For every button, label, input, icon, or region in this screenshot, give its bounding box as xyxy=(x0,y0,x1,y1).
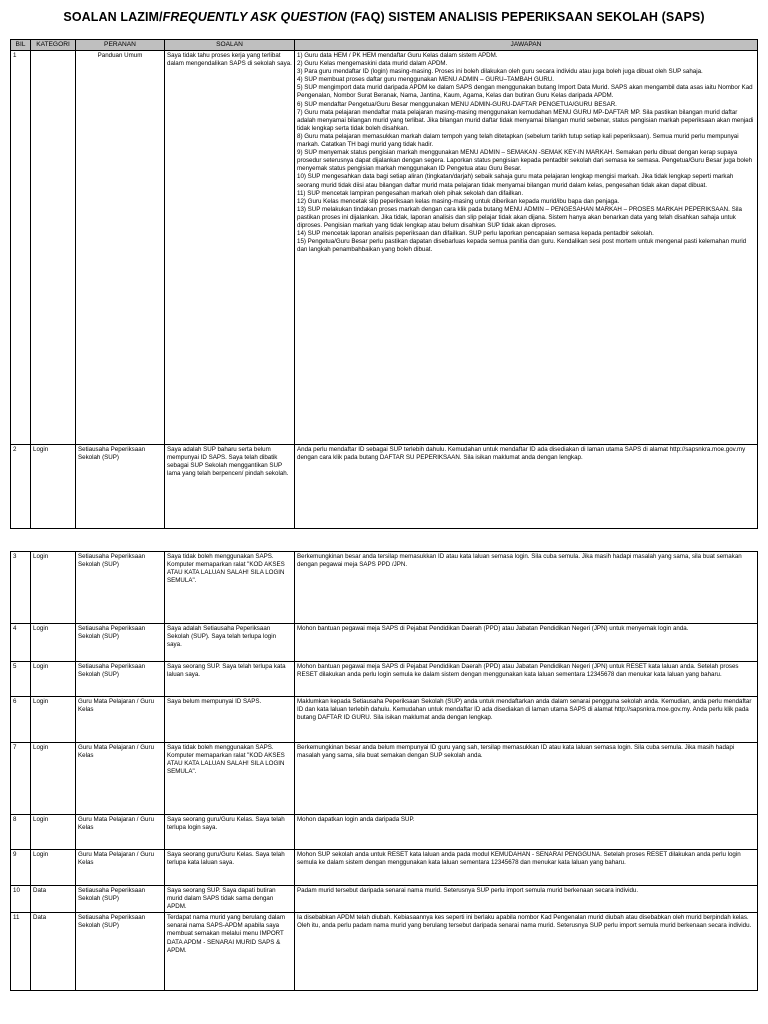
peranan-cell: Setiausaha Peperiksaan Sekolah (SUP) xyxy=(76,662,165,697)
peranan-cell: Guru Mata Pelajaran / Guru Kelas xyxy=(76,850,165,886)
table-row xyxy=(11,886,758,913)
jawapan-line: 4) SUP membuat proses daftar guru menggunakan MENU ADMIN – GURU–TAMBAH GURU. xyxy=(297,76,554,84)
peranan-cell: Panduan Umum xyxy=(76,51,165,445)
table-row xyxy=(11,51,758,445)
jawapan-cell xyxy=(295,913,758,991)
header-bil: BIL xyxy=(11,40,31,51)
table-row xyxy=(11,913,758,991)
jawapan-line: 7) Guru mata pelajaran mendaftar mata pelajaran masing-masing menggunakan kemudahan MENU GURU MP-DAFTAR MP. Sila pastikan bilangan murid daftar adalah menyamai bilangan murid yang terlibat. Jika bilangan murid daftar tidak menyamai bilangan murid sebenar, status pengisian markah peperiksaan akan menjadi tidak lengkap serta tidak boleh disahkan. xyxy=(297,108,754,132)
jawapan-line: Mohon bantuan pegawai meja SAPS di Pejabat Pendidikan Daerah (PPD) atau Jabatan Pendidikan Negeri (JPN) untuk RESET kata laluan anda. Setelah proses RESET dilakukan anda perlu login semula ke dalam sistem dengan menggunakan kata laluan sementara 12345678 dan menukar kata laluan yang baharu. xyxy=(297,663,739,679)
peranan-cell: Guru Mata Pelajaran / Guru Kelas xyxy=(76,697,165,743)
table-row xyxy=(11,662,758,697)
soalan-cell: Saya seorang SUP. Saya dapati butiran murid dalam SAPS tidak sama dengan APDM. xyxy=(165,886,295,913)
bil-cell: 1 xyxy=(11,51,31,445)
bil-cell: 6 xyxy=(11,697,31,743)
kategori-cell: Data xyxy=(31,886,76,913)
bil-cell: 2 xyxy=(11,445,31,529)
jawapan-line: 12) Guru Kelas mencetak slip peperiksaan kelas masing-masing untuk diberikan kepada murid/ibu bapa dan penjaga. xyxy=(297,197,620,205)
peranan-cell: Setiausaha Peperiksaan Sekolah (SUP) xyxy=(76,624,165,662)
jawapan-cell xyxy=(295,815,758,850)
kategori-cell: Login xyxy=(31,445,76,529)
kategori-cell: Login xyxy=(31,697,76,743)
soalan-cell: Saya adalah SUP baharu serta belum mempunyai ID SAPS. Saya telah dibatik sebagai SUP Sekolah menggantikan SUP lama yang telah berpencen/ pindah sekolah. xyxy=(165,445,295,529)
jawapan-line: 5) SUP mengimport data murid daripada APDM ke dalam SAPS dengan menggunakan butang Import Data Murid. SAPS akan mengambil data asas iaitu Nombor Kad Pengenalan, Nombor Surat Beranak, Nama, Jantina, Kaum, Agama, Kelas dan butiran Guru Kelas daripada APDM. xyxy=(297,84,753,100)
kategori-cell: Login xyxy=(31,662,76,697)
header-jawapan: JAWAPAN xyxy=(295,40,758,51)
jawapan-line: 15) Pengetua/Guru Besar perlu pastikan dapatan disebarluas kepada semua panitia dan guru. Kendalikan sesi post mortem untuk mengenal pasti kelemahan murid dan langkah penambahbaikan yang boleh dibuat. xyxy=(297,238,747,254)
jawapan-line: 3) Para guru mendaftar ID (login) masing-masing. Proses ini boleh dilakukan oleh guru secara individu atau juga boleh juga dibuat oleh SUP sahaja. xyxy=(297,68,703,76)
jawapan-line: Anda perlu mendaftar ID sebagai SUP terlebih dahulu. Kemudahan untuk mendaftar ID ada disediakan di laman utama SAPS di alamat http://sapsnkra.moe.gov.my dengan cara klik pada butang DAFTAR SU PEPERIKSAAN. Sila isikan maklumat anda dengan lengkap. xyxy=(297,446,746,462)
table-row xyxy=(11,743,758,815)
soalan-cell: Saya adalah Setiausaha Peperiksaan Sekolah (SUP). Saya telah terlupa login saya. xyxy=(165,624,295,662)
jawapan-line: 11) SUP mencetak lampiran pengesahan markah oleh pihak sekolah dan difailkan. xyxy=(297,189,524,197)
jawapan-cell xyxy=(295,552,758,624)
table-row xyxy=(11,815,758,850)
table-header-row xyxy=(11,40,758,51)
jawapan-cell xyxy=(295,624,758,662)
table-row xyxy=(11,850,758,886)
jawapan-line: Berkemungkinan besar anda belum mempunyai ID guru yang sah, tersilap memasukkan ID atau kata laluan semasa login. Sila cuba semula. Jika masih hadapi masalah yang sama, sila buat semakan dengan SUP sekolah anda. xyxy=(297,744,735,760)
soalan-cell: Terdapat nama murid yang berulang dalam senarai nama SAPS-APDM apabila saya membuat semakan melalui menu IMPORT DATA APDM - SENARAI MURID SAPS & APDM. xyxy=(165,913,295,991)
jawapan-line: Mohon bantuan pegawai meja SAPS di Pejabat Pendidikan Daerah (PPD) atau Jabatan Pendidikan Negeri (JPN) untuk menyemak login anda. xyxy=(297,625,689,632)
jawapan-cell xyxy=(295,886,758,913)
kategori-cell: Login xyxy=(31,743,76,815)
header-soalan: SOALAN xyxy=(165,40,295,51)
kategori-cell: Login xyxy=(31,815,76,850)
jawapan-line: Berkemungkinan besar anda tersilap memasukkan ID atau kata laluan semasa login. Sila cuba semula. Jika masih hadapi masalah yang sama, sila buat semakan dengan pegawai meja SAPS PPD /JPN. xyxy=(297,553,742,569)
jawapan-line: Mohon dapatkan login anda daripada SUP. xyxy=(297,816,415,823)
page-title: SOALAN LAZIM/FREQUENTLY ASK QUESTION (FAQ) SISTEM ANALISIS PEPERIKSAAN SEKOLAH (SAPS) xyxy=(63,10,705,24)
soalan-cell: Saya tidak tahu proses kerja yang terlibat dalam mengendalikan SAPS di sekolah saya. xyxy=(165,51,295,445)
jawapan-line: 6) SUP mendaftar Pengetua/Guru Besar menggunakan MENU ADMIN-GURU-DAFTAR PENGETUA/GURU BESAR. xyxy=(297,100,617,108)
peranan-cell: Guru Mata Pelajaran / Guru Kelas xyxy=(76,743,165,815)
bil-cell: 9 xyxy=(11,850,31,886)
jawapan-cell xyxy=(295,445,758,529)
peranan-cell: Guru Mata Pelajaran / Guru Kelas xyxy=(76,815,165,850)
jawapan-line: Mohon SUP sekolah anda untuk RESET kata laluan anda pada modul KEMUDAHAN - SENARAI PENGGUNA. Setelah proses RESET dilakukan anda perlu login semula ke dalam sistem dengan menggunakan kata laluan sementara 12345678 dan menukar kata laluan yang baharu. xyxy=(297,851,741,867)
peranan-cell: Setiausaha Peperiksaan Sekolah (SUP) xyxy=(76,886,165,913)
jawapan-line: 13) SUP melakukan tindakan proses markah dengan cara klik pada butang MENU ADMIN – PENGESAHAN MARKAH – PROSES MARKAH PEPERIKSAAN. Sila pastikan proses ini dijalankan. Jika tidak, laporan analisis dan slip pelajar tidak akan dijana. Sistem hanya akan benarkan data yang telah disahkan sahaja untuk diproses. Pengisian markah yang tidak lengkap atau belum disahkan SUP tidak akan diproses. xyxy=(297,205,742,229)
soalan-cell: Saya seorang guru/Guru Kelas. Saya telah terlupa kata laluan saya. xyxy=(165,850,295,886)
kategori-cell: Login xyxy=(31,624,76,662)
bil-cell: 10 xyxy=(11,886,31,913)
soalan-cell: Saya tidak boleh menggunakan SAPS. Komputer memaparkan ralat "KOD AKSES ATAU KATA LALUAN SALAH! SILA LOGIN SEMULA". xyxy=(165,743,295,815)
bil-cell: 3 xyxy=(11,552,31,624)
jawapan-line: Padam murid tersebut daripada senarai nama murid. Seterusnya SUP perlu import semula murid berkenaan secara individu. xyxy=(297,887,639,894)
table-row xyxy=(11,624,758,662)
jawapan-cell xyxy=(295,743,758,815)
kategori-cell: Login xyxy=(31,552,76,624)
bil-cell: 11 xyxy=(11,913,31,991)
jawapan-line: 14) SUP mencetak laporan analisis peperiksaan dan difailkan. SUP perlu laporkan pencapaian semasa kepada pentadbir sekolah. xyxy=(297,230,654,238)
peranan-cell: Setiausaha Peperiksaan Sekolah (SUP) xyxy=(76,913,165,991)
peranan-cell: Setiausaha Peperiksaan Sekolah (SUP) xyxy=(76,445,165,529)
jawapan-cell xyxy=(295,662,758,697)
jawapan-line: 2) Guru Kelas mengemaskini data murid dalam APDM. xyxy=(297,60,448,68)
bil-cell: 5 xyxy=(11,662,31,697)
faq-table-bottom xyxy=(10,551,758,991)
jawapan-cell xyxy=(295,697,758,743)
table-row xyxy=(11,445,758,529)
kategori-cell: Login xyxy=(31,850,76,886)
header-kategori: KATEGORI xyxy=(31,40,76,51)
soalan-cell: Saya seorang SUP. Saya telah terlupa kata laluan saya. xyxy=(165,662,295,697)
header-peranan: PERANAN xyxy=(76,40,165,51)
soalan-cell: Saya tidak boleh menggunakan SAPS. Komputer memaparkan ralat "KOD AKSES ATAU KATA LALUAN SALAH! SILA LOGIN SEMULA". xyxy=(165,552,295,624)
soalan-cell: Saya seorang guru/Guru Kelas. Saya telah terlupa login saya. xyxy=(165,815,295,850)
jawapan-cell xyxy=(295,850,758,886)
jawapan-cell xyxy=(295,51,758,445)
jawapan-line: Ia disebabkan APDM telah diubah. Kebiasaannya kes seperti ini berlaku apabila nombor Kad Pengenalan murid diubah atau disebabkan oleh murid berpindah kelas. Oleh itu, anda perlu padam nama murid yang berulang tersebut daripada senarai nama murid. Seterusnya SUP perlu import semula murid berkenaan secara individu. xyxy=(297,914,752,930)
faq-table-top xyxy=(10,39,758,529)
table-row xyxy=(11,697,758,743)
jawapan-line: 1) Guru data HEM / PK HEM mendaftar Guru Kelas dalam sistem APDM. xyxy=(297,52,498,59)
table-row xyxy=(11,552,758,624)
bil-cell: 8 xyxy=(11,815,31,850)
kategori-cell: Data xyxy=(31,913,76,991)
kategori-cell xyxy=(31,51,76,445)
bil-cell: 4 xyxy=(11,624,31,662)
soalan-cell: Saya belum mempunyai ID SAPS. xyxy=(165,697,295,743)
bil-cell: 7 xyxy=(11,743,31,815)
jawapan-line: 8) Guru mata pelajaran memasukkan markah dalam tempoh yang telah ditetapkan (sebelum tarikh tutup setiap kali peperiksaan). Semua murid perlu mempunyai markah. Catatkan TH bagi murid yang tidak hadir. xyxy=(297,132,739,149)
jawapan-line: Maklumkan kepada Setiausaha Peperiksaan Sekolah (SUP) anda untuk mendaftarkan anda dalam senarai pengguna sekolah anda. Kemudian, anda perlu mendaftar ID dan kata laluan terlebih dahulu. Kemudahan untuk mendaftar ID ada disediakan di laman utama SAPS di alamat http://sapsnkra.moe.gov.my. Anda perlu klik pada butang DAFTAR ID GURU. Sila isikan maklumat anda dengan lengkap. xyxy=(297,698,752,722)
peranan-cell: Setiausaha Peperiksaan Sekolah (SUP) xyxy=(76,552,165,624)
jawapan-line: 10) SUP mengesahkan data bagi setiap aliran (tingkatan/darjah) sebaik sahaja guru mata pelajaran lengkap mengisi markah. Jika tidak lengkap seperti markah seorang murid tidak diisi atau bilangan daftar murid mata pelajaran tidak menyamai bilangan murid dalam kelas, pengesahan tidak akan dapat dibuat. xyxy=(297,173,734,189)
jawapan-line: 9) SUP menyemak status pengisian markah menggunakan MENU ADMIN – SEMAKAN -SEMAK KEY-IN MARKAH. Semakan perlu dibuat dengan kerap supaya prosedur seterusnya dapat dijalankan dengan segera. Laporkan status pengisian kepada pentadbir sekolah dari semasa ke semasa. Pengetua/Guru Besar juga boleh menyemak status pengisian markah menggunakan ID Pengetua atau Guru Besar. xyxy=(297,149,753,173)
